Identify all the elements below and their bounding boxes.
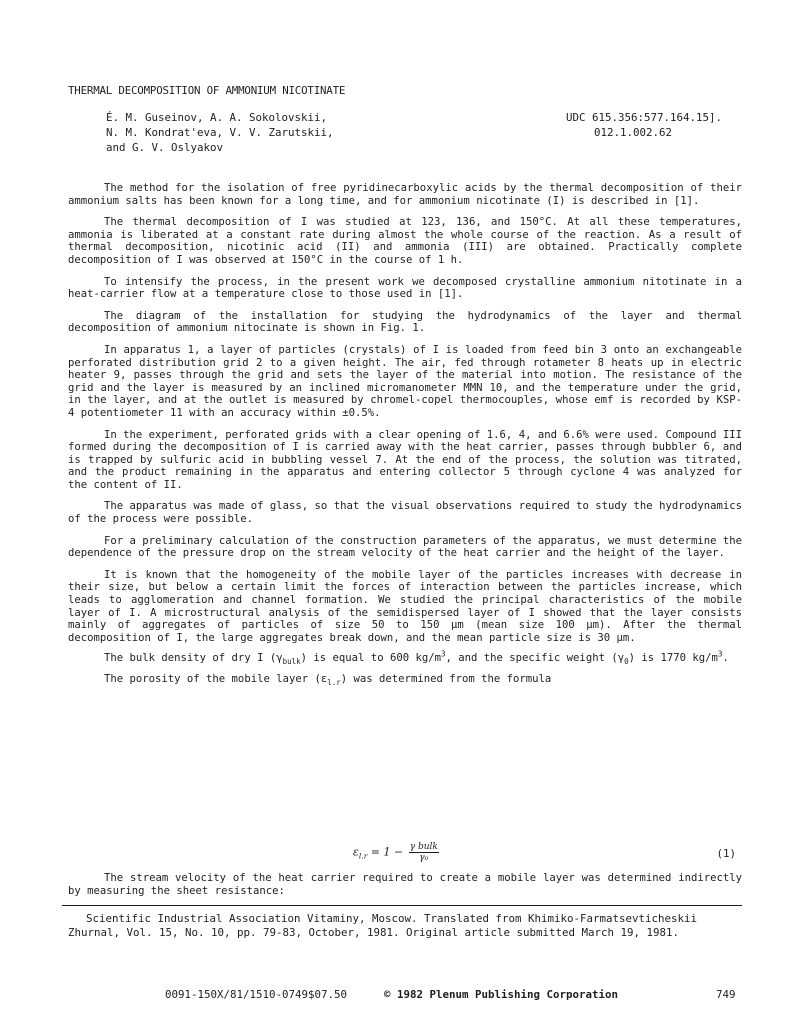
equation-1: [68, 838, 742, 868]
author-line: É. M. Guseinov, A. A. Sokolovskii,: [106, 111, 328, 124]
porosity-paragraph: The porosity of the mobile layer $(\varepsilon_{l.r})$ was determined from the formula: [104, 673, 552, 688]
equation-number: (1): [716, 847, 736, 860]
body-paragraph: The apparatus was made of glass, so that the visual observations required to study the hydrodynamics of the process were possible.: [68, 500, 742, 526]
copyright-notice: © 1982 Plenum Publishing Corporation: [384, 988, 619, 1001]
article-body: [68, 182, 742, 695]
body-paragraph: In the experiment, perforated grids with a clear opening of 1.6, 4, and 6.6% were used. Compound III formed during the decomposition of I is carried away with the heat carrier, passes through bubbler 6, and is trapped by sulfuric acid in bubbling vessel 7. At the end of the process, the solution was titrated, and the product remaining in the apparatus and entering collector 5 through cyclone 4 was analyzed for the content of II.: [68, 428, 742, 491]
udc-line-1: UDC 615.356:577.164.15].: [566, 111, 723, 124]
equation-body: $\varepsilon_{l.r} = 1$ − $\frac{\text{γ bulk}}{\text{γ₀}}$: [353, 842, 438, 863]
author-line: N. M. Kondrat'eva, V. V. Zarutskii,: [106, 126, 334, 139]
udc-code: [566, 110, 722, 140]
body-paragraph: For a preliminary calculation of the construction parameters of the apparatus, we must determine the dependence of the pressure drop on the stream velocity of the heat carrier and the height of the layer.: [68, 534, 742, 560]
body-paragraph: The method for the isolation of free pyridinecarboxylic acids by the thermal decomposition of their ammonium salts has been known for a long time, and for ammonium nicotinate (I) is described in [1].: [68, 182, 742, 207]
author-list: [106, 110, 334, 155]
density-paragraph: The bulk density of dry I $(\gamma_{bulk})$ is equal to 600 $kg/m^3$, and the specific weight $(\gamma_0)$ is 1770 $kg/m^3$.: [104, 649, 729, 667]
footnote-divider: [62, 905, 742, 906]
body-paragraph: It is known that the homogeneity of the mobile layer of the particles increases with decrease in their size, but below a certain limit the forces of interaction between the particles increase, which leads to agglomeration and channel formation. We studied the principal characteristics of the mobile layer of I. A microstructural analysis of the semidispersed layer of I showed that the layer consists mainly of aggregates of particles of size 50 to 150 μm (mean size 100 μm). After the thermal decomposition of I, the large aggregates break down, and the mean particle size is 30 μm.: [68, 568, 742, 644]
body-paragraph: To intensify the process, in the present work we decomposed crystalline ammonium nitotinate in a heat-carrier flow at a temperature close to those used in [1].: [68, 275, 742, 301]
equation-fraction: $\frac{\text{γ bulk}}{\text{γ₀}}$: [409, 842, 438, 863]
body-paragraph: The thermal decomposition of I was studied at 123, 136, and 150°C. At all these temperatures, ammonia is liberated at a constant rate during almost the whole course of the reaction. As a result of thermal decomposition, nicotinic acid (II) and ammonia (III) are obtained. Practically complete decomposition of I was observed at 150°C in the course of 1 h.: [68, 216, 742, 266]
article-body-continued: [68, 872, 742, 897]
body-paragraph: The stream velocity of the heat carrier required to create a mobile layer was determined indirectly by measuring the sheet resistance:: [68, 872, 742, 897]
udc-line-2: 012.1.002.62: [594, 126, 673, 139]
body-paragraph: In apparatus 1, a layer of particles (crystals) of I is loaded from feed bin 3 onto an exchangeable perforated distribution grid 2 to a given height. The air, fed through rotameter 8 heats up in electric heater 9, passes through the grid and sets the layer of the material into motion. The resistance of the grid and the layer is measured by an inclined micromanometer MMN 10, and the temperature under the grid, in the layer, and at the outlet is measured by chromel-copel thermocouples, whose emf is recorded by KSP-4 potentiometer 11 with an accuracy within ±0.5%.: [68, 343, 742, 419]
page-number: 749: [716, 988, 736, 1001]
body-paragraph: The diagram of the installation for studying the hydrodynamics of the layer and thermal decomposition of ammonium nitocinate is shown in Fig. 1.: [68, 309, 742, 335]
article-title: THERMAL DECOMPOSITION OF AMMONIUM NICOTINATE: [68, 84, 346, 97]
footnote-text: Scientific Industrial Association Vitaminy, Moscow. Translated from Khimiko-Farmatsevticheskii Zhurnal, Vol. 15, No. 10, pp. 79-83, October, 1981. Original article submitted March 19, 1981.: [68, 912, 698, 939]
author-line: and G. V. Oslyakov: [106, 141, 224, 154]
footnote: [68, 912, 742, 940]
article-code: 0091-150X/81/1510-0749$07.50: [165, 988, 348, 1001]
